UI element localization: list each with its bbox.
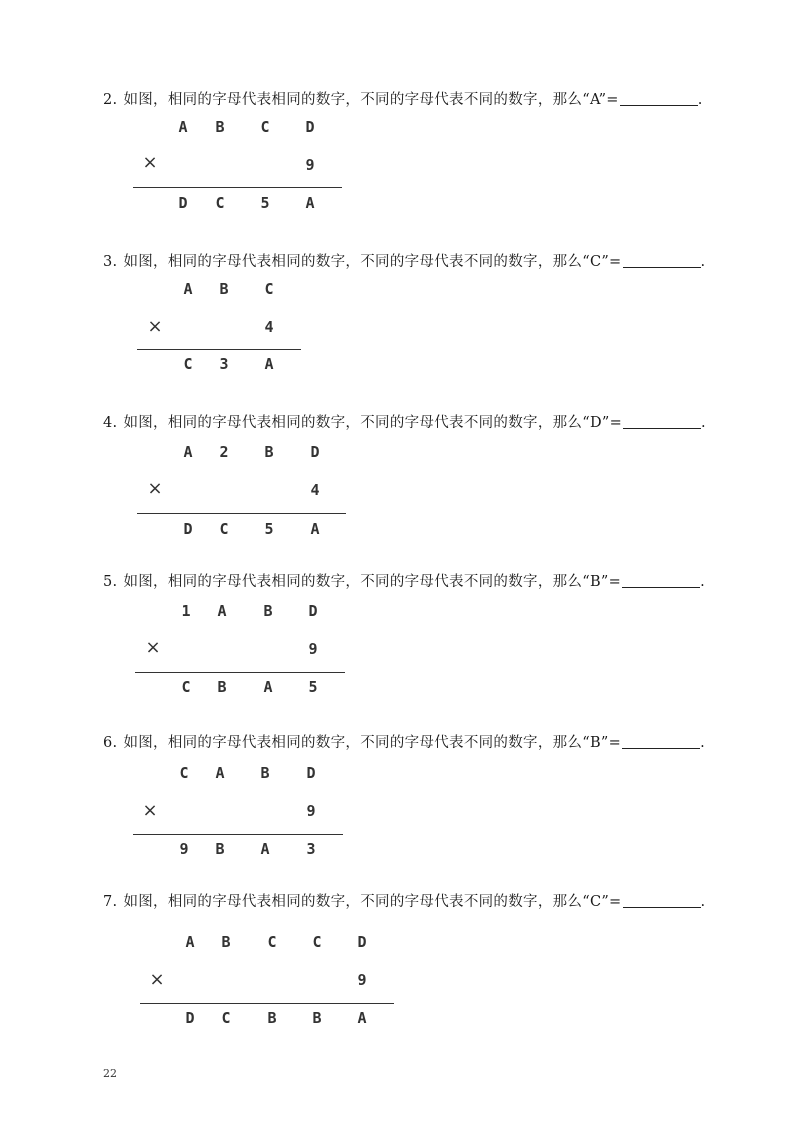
top-row-digit: B [215,118,225,136]
result-digit: B [267,1009,277,1027]
top-row-digit: A [185,933,195,951]
result-digit: 5 [264,520,274,538]
result-digit: D [183,520,193,538]
question-end: . [697,92,703,108]
problem-number: 3. [103,254,118,270]
result-rule [133,187,342,188]
question-end: . [701,415,706,431]
top-row-digit: A [217,602,227,620]
problem-number: 6. [103,735,118,751]
page-number: 22 [103,1067,117,1080]
result-digit: B [312,1009,322,1027]
result-digit: C [181,678,191,696]
top-row-digit: B [219,280,229,298]
question-text [103,411,706,432]
result-rule [137,349,301,350]
result-digit: C [219,520,229,538]
answer-blank[interactable] [623,893,701,908]
problem-number: 5. [103,574,118,590]
multiply-sign-icon: × [147,478,163,499]
top-row-digit: B [221,933,231,951]
question-text [103,731,705,752]
multiplier-digit: 9 [306,802,316,820]
top-row-digit: A [178,118,188,136]
top-row-digit: A [183,280,193,298]
result-digit: 3 [219,355,229,373]
result-digit: D [178,194,188,212]
multiply-sign-icon: × [149,969,165,990]
multiplier-digit: 9 [308,640,318,658]
multiplier-digit: 9 [357,971,367,989]
top-row-digit: 1 [181,602,191,620]
top-row-digit: C [179,764,189,782]
top-row-digit: B [263,602,273,620]
question-stem: 如图，相同的字母代表相同的数字，不同的字母代表不同的数字，那么“C”= [123,894,622,910]
answer-blank[interactable] [622,573,700,588]
top-row-digit: D [306,764,316,782]
answer-blank[interactable] [622,734,700,749]
result-digit: C [183,355,193,373]
top-row-digit: C [260,118,270,136]
result-digit: A [263,678,273,696]
top-row-digit: A [215,764,225,782]
result-digit: 3 [306,840,316,858]
question-end: . [700,894,706,910]
question-text [103,890,705,911]
answer-blank[interactable] [620,91,698,106]
question-stem: 如图，相同的字母代表相同的数字，不同的字母代表不同的数字，那么“B”= [123,574,622,590]
problem-number: 7. [103,894,118,910]
question-stem: 如图，相同的字母代表相同的数字，不同的字母代表不同的数字，那么“D”= [123,415,623,431]
result-digit: C [215,194,225,212]
multiplier-digit: 9 [305,156,315,174]
multiply-sign-icon: × [142,800,158,821]
result-digit: A [260,840,270,858]
top-row-digit: C [264,280,274,298]
top-row-digit: D [357,933,367,951]
result-digit: 5 [260,194,270,212]
result-digit: B [215,840,225,858]
top-row-digit: D [305,118,315,136]
result-digit: 9 [179,840,189,858]
result-digit: A [310,520,320,538]
top-row-digit: A [183,443,193,461]
question-text [103,88,703,109]
result-digit: A [305,194,315,212]
problem-number: 2. [103,92,118,108]
top-row-digit: C [312,933,322,951]
problem-number: 4. [103,415,118,431]
result-digit: A [264,355,274,373]
result-digit: D [185,1009,195,1027]
question-text [103,250,705,271]
question-stem: 如图，相同的字母代表相同的数字，不同的字母代表不同的数字，那么“C”= [123,254,622,270]
multiply-sign-icon: × [147,316,163,337]
result-digit: 5 [308,678,318,696]
question-end: . [700,254,706,270]
top-row-digit: D [310,443,320,461]
answer-blank[interactable] [623,253,701,268]
result-digit: A [357,1009,367,1027]
multiplier-digit: 4 [310,481,320,499]
question-end: . [700,735,705,751]
multiplier-digit: 4 [264,318,274,336]
multiply-sign-icon: × [145,637,161,658]
top-row-digit: C [267,933,277,951]
answer-blank[interactable] [623,414,701,429]
question-stem: 如图，相同的字母代表相同的数字，不同的字母代表不同的数字，那么“A”= [123,92,619,108]
top-row-digit: D [308,602,318,620]
result-digit: B [217,678,227,696]
question-text [103,570,705,591]
top-row-digit: B [264,443,274,461]
top-row-digit: 2 [219,443,229,461]
top-row-digit: B [260,764,270,782]
multiply-sign-icon: × [142,152,158,173]
result-rule [135,672,345,673]
result-digit: C [221,1009,231,1027]
result-rule [140,1003,394,1004]
question-end: . [700,574,705,590]
question-stem: 如图，相同的字母代表相同的数字，不同的字母代表不同的数字，那么“B”= [123,735,622,751]
result-rule [133,834,343,835]
result-rule [137,513,346,514]
